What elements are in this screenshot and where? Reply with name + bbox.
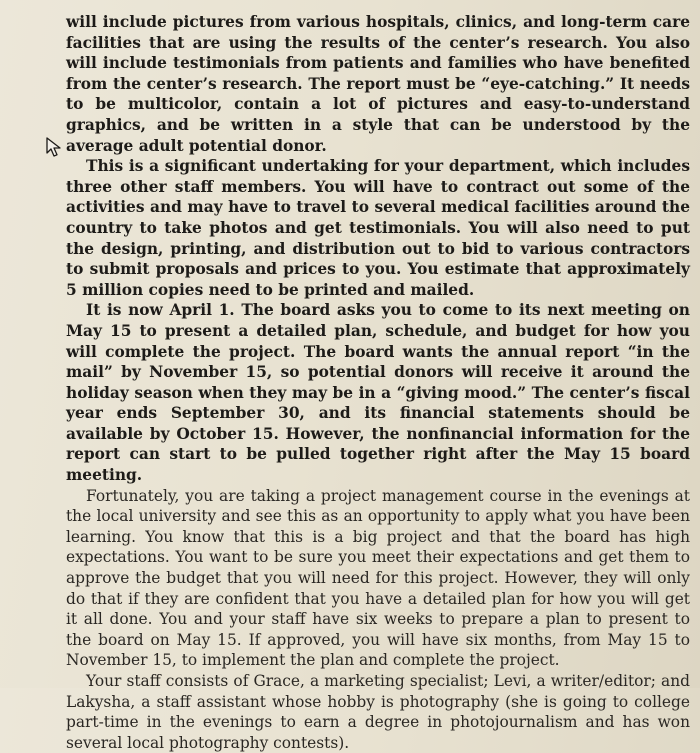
paragraph-3: It is now April 1. The board asks you to come to its next meeting on May 15 to present a detailed plan, schedule, and budget for how you will complete the project. The board wants the annual report “in the mail” by November 15, so potential donors will receive it around the holiday season when they may be in a “giving mood.” The center’s fiscal year ends September 30, and its financial statements should be available by October 15. However, the nonfinancial information for the report can start to be pulled together right after the May 15 board meeting.: [66, 301, 690, 485]
paragraph-5: Your staff consists of Grace, a marketing specialist; Levi, a writer/editor; and Lakysha, a staff assistant whose hobby is photography (she is going to college part-time in the evenings to earn a degree in photojournalism and has won several local photography contests).: [66, 672, 690, 752]
paragraph-4: Fortunately, you are taking a project management course in the evenings at the local university and see this as an opportunity to apply what you have been learning. You know that this is a big project and that the board has high expectations. You want to be sure you meet their expectations and get them to approve the budget that you will need for this project. However, they will only do that if they are confident that you have a detailed plan for how you will get it all done. You and your staff have six weeks to prepare a plan to present to the board on May 15. If approved, you will have six months, from May 15 to November 15, to implement the plan and complete the project.: [66, 486, 690, 670]
pointer-arrow-icon: [44, 136, 66, 158]
paragraph-2: This is a significant undertaking for your department, which includes three other staff members. You will have to contract out some of the activities and may have to travel to several medical facilities around the country to take photos and get testimonials. You will also need to put the design, printing, and distribution out to bid to various contractors to submit proposals and prices to you. You estimate that approximately 5 million copies need to be printed and mailed.: [66, 157, 690, 299]
paragraph-1: will include pictures from various hospitals, clinics, and long-term care facilities that are using the results of the center’s research. You also will include testimonials from patients and families who have benefited from the center’s research. The report must be “eye-catching.” It needs to be multicolor, contain a lot of pictures and easy-to-understand graphics, and be written in a style that can be understood by the average adult potential donor.: [66, 13, 690, 155]
